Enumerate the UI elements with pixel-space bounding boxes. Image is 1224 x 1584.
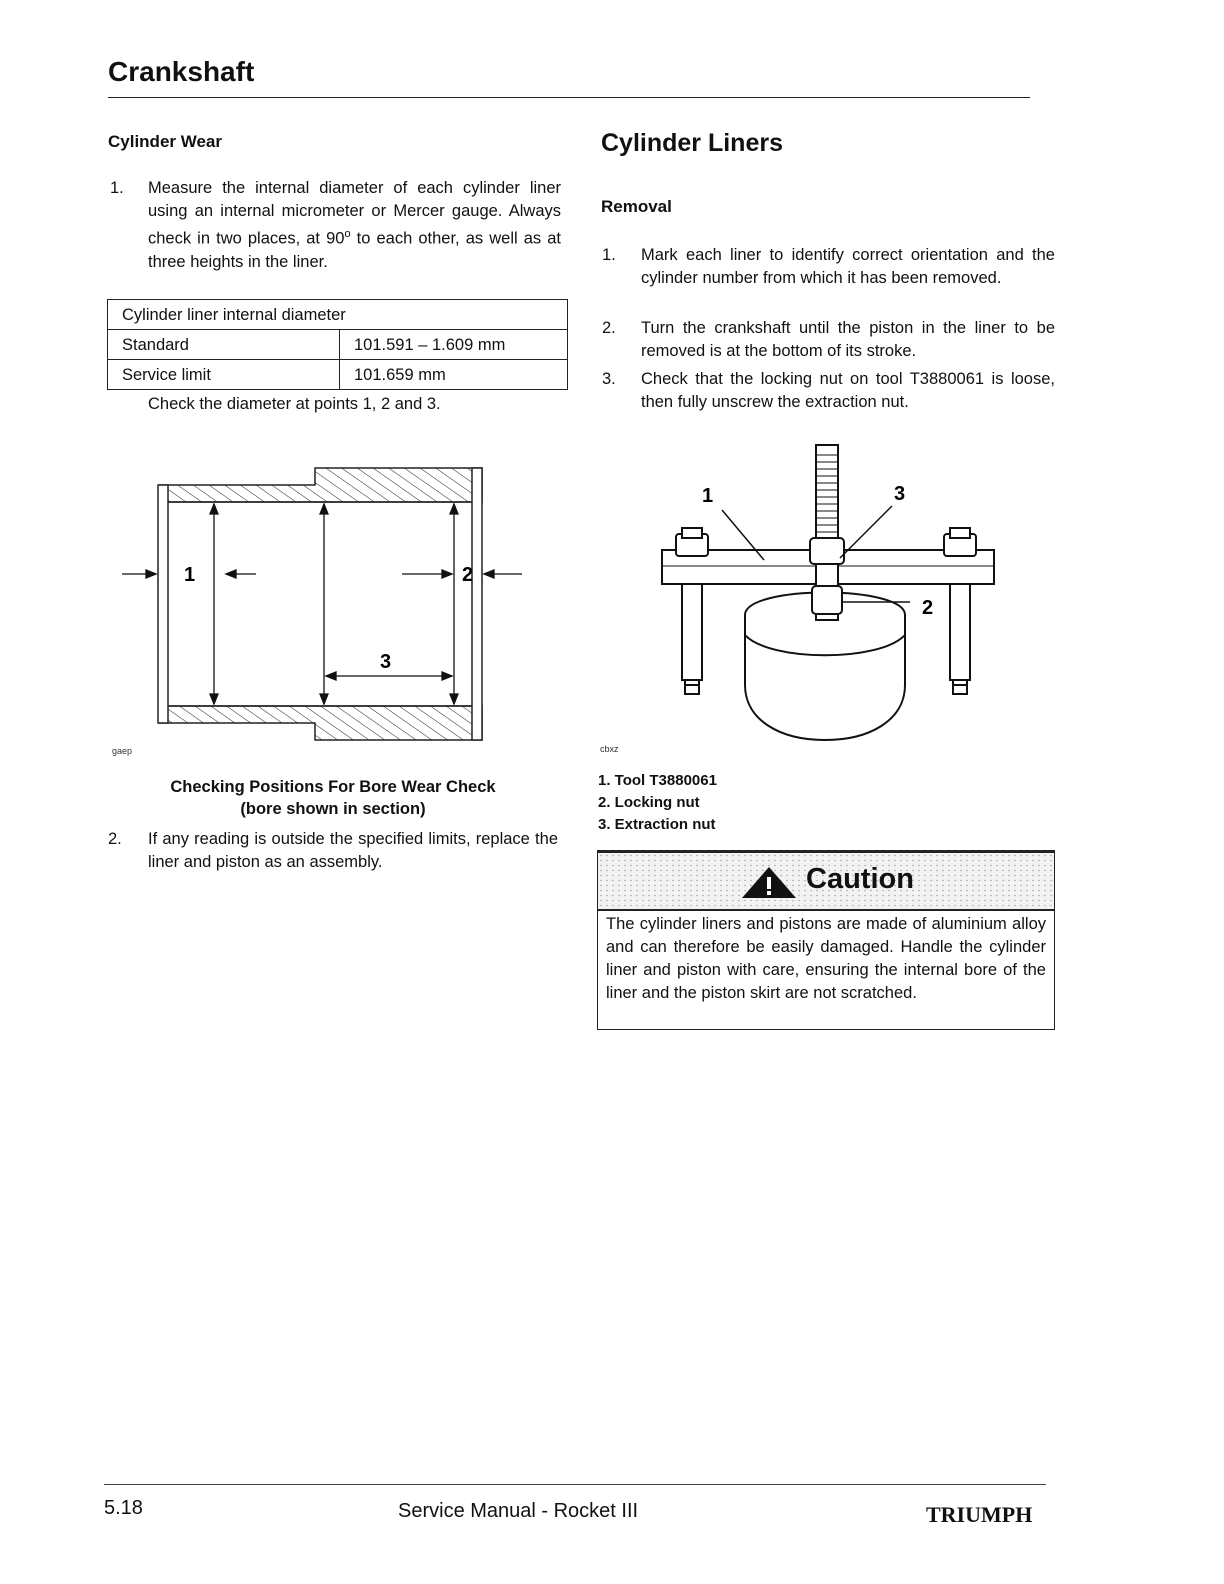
- extraction-tool-diagram: [640, 440, 1020, 750]
- removal-step-1: Mark each liner to identify correct orientation and the cylinder number from which it has been removed.: [641, 246, 1055, 287]
- liner-diameter-table: [107, 299, 568, 390]
- page-number: 5.18: [104, 1497, 143, 1519]
- caution-text: The cylinder liners and pistons are made of aluminium alloy and can therefore be easily damaged. Handle the cylinder liner and piston with care, ensuring the internal bore of the liner and the piston skirt are not scratched.: [606, 915, 1046, 1002]
- table-cell-value: 101.591 – 1.609 mm: [340, 330, 568, 360]
- step-number: 1.: [110, 179, 124, 197]
- brand-logo: TRIUMPH: [926, 1502, 1033, 1527]
- table-cell-label: Service limit: [108, 360, 340, 390]
- table-note: Check the diameter at points 1, 2 and 3.: [148, 395, 441, 413]
- step-number: 2.: [602, 319, 616, 337]
- removal-step-3: Check that the locking nut on tool T3880061 is loose, then fully unscrew the extraction nut.: [641, 370, 1055, 411]
- step-2-text: If any reading is outside the specified limits, replace the liner and piston as an assembly.: [148, 830, 558, 871]
- warning-triangle-icon: [740, 865, 798, 899]
- tool-label-2: 2: [922, 597, 934, 619]
- key-item: 1. Tool T3880061: [598, 772, 717, 789]
- removal-subheading: Removal: [601, 197, 672, 216]
- locking-nut: [812, 586, 842, 614]
- table-cell-label: Standard: [108, 330, 340, 360]
- liner-wall-bottom: [160, 706, 482, 740]
- section-title: Crankshaft: [108, 56, 255, 87]
- caution-label: Caution: [806, 863, 914, 895]
- liner-right-end: [472, 468, 482, 740]
- extraction-nut: [810, 538, 844, 564]
- tool-label-1: 1: [702, 485, 714, 507]
- cylinder-wear-heading: Cylinder Wear: [108, 132, 223, 151]
- caution-header: [598, 853, 1054, 911]
- tool-leg-left: [682, 580, 702, 680]
- diagram-label-2: 2: [462, 564, 474, 586]
- table-cell-value: 101.659 mm: [340, 360, 568, 390]
- removal-step-2: Turn the crankshaft until the piston in the liner to be removed is at the bottom of its stroke.: [641, 319, 1055, 360]
- table-row: [108, 330, 568, 360]
- cylinder-liners-heading: Cylinder Liners: [601, 129, 783, 157]
- step-1-text: Measure the internal diameter of each cylinder liner using an internal micrometer or Mercer gauge. Always check in two places, at 90$^o$ to each other, as well as at three heights in the liner.: [148, 179, 562, 271]
- footer-rule: [104, 1484, 1046, 1485]
- key-item: 3. Extraction nut: [598, 816, 716, 833]
- table-header-row: [108, 300, 568, 330]
- key-item: 2. Locking nut: [598, 794, 700, 811]
- figure-caption: Checking Positions For Bore Wear Check (bore shown in section): [170, 778, 496, 818]
- figure-ref: gaep: [112, 746, 133, 756]
- step-number: 1.: [602, 246, 616, 264]
- tool-label-3: 3: [894, 483, 906, 505]
- step-number: 3.: [602, 370, 616, 388]
- liner-wall-top: [160, 468, 482, 502]
- diagram-label-3: 3: [380, 651, 392, 673]
- step-number: 2.: [108, 830, 122, 848]
- tool-leg-right: [950, 580, 970, 680]
- caution-box: [597, 850, 1055, 1030]
- header-rule: [108, 97, 1030, 98]
- liner-left-end: [158, 485, 168, 723]
- table-header-cell: Cylinder liner internal diameter: [108, 300, 568, 330]
- figure-key: [598, 770, 717, 836]
- diagram-label-1: 1: [184, 564, 196, 586]
- manual-title: Service Manual - Rocket III: [398, 1500, 639, 1522]
- bore-section-diagram: [110, 460, 540, 760]
- table-row: [108, 360, 568, 390]
- figure-ref: cbxz: [600, 744, 619, 754]
